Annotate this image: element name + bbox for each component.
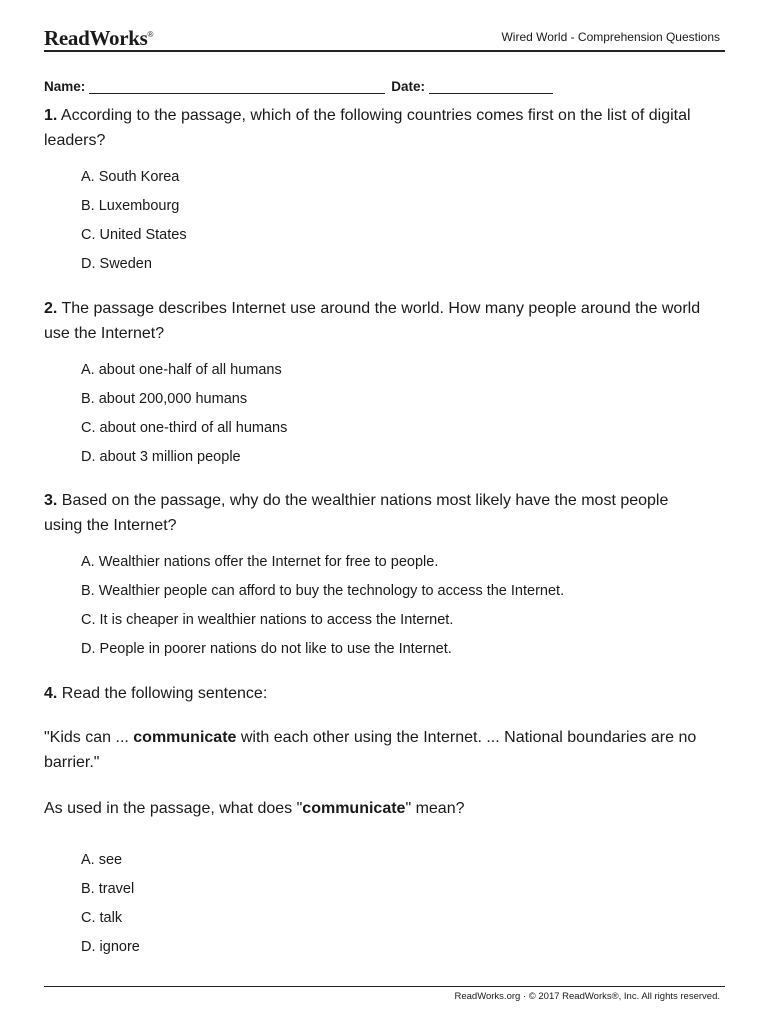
name-date-line xyxy=(44,79,553,94)
logo-text: ReadWorks xyxy=(44,26,148,50)
question-number: 2. xyxy=(44,300,58,317)
option[interactable]: D. ignore xyxy=(81,939,140,955)
question-3 xyxy=(44,488,704,538)
question-1-options xyxy=(81,167,187,283)
option[interactable]: D. about 3 million people xyxy=(81,449,241,465)
question-2-options xyxy=(81,360,287,476)
name-label: Name: xyxy=(44,79,86,94)
option[interactable]: D. People in poorer nations do not like to use the Internet. xyxy=(81,641,452,657)
date-blank[interactable] xyxy=(429,79,553,94)
question-text: The passage describes Internet use around the world. How many people around the world use the Internet? xyxy=(44,300,701,342)
question-number: 1. xyxy=(44,107,58,124)
ask-keyword: communicate xyxy=(302,800,406,817)
option[interactable]: A. South Korea xyxy=(81,169,180,185)
question-number: 3. xyxy=(44,492,58,509)
question-2 xyxy=(44,296,704,346)
date-label: Date: xyxy=(391,79,426,94)
option[interactable]: A. about one-half of all humans xyxy=(81,362,282,378)
question-3-options xyxy=(81,552,564,668)
logo-trademark: ® xyxy=(147,30,154,39)
ask-start: As used in the passage, what does " xyxy=(44,800,303,817)
option[interactable]: C. about one-third of all humans xyxy=(81,420,288,436)
option[interactable]: B. Wealthier people can afford to buy the technology to access the Internet. xyxy=(81,583,565,599)
option[interactable]: B. travel xyxy=(81,881,135,897)
option[interactable]: D. Sweden xyxy=(81,256,152,272)
question-1 xyxy=(44,103,704,153)
copyright-footer: ReadWorks.org · © 2017 ReadWorks®, Inc. All rights reserved. xyxy=(454,991,720,1002)
question-text: Read the following sentence: xyxy=(61,685,268,702)
option[interactable]: B. Luxembourg xyxy=(81,198,180,214)
readworks-logo xyxy=(44,26,153,51)
option[interactable]: A. Wealthier nations offer the Internet for free to people. xyxy=(81,554,439,570)
option[interactable]: B. about 200,000 humans xyxy=(81,391,248,407)
footer-divider xyxy=(44,986,725,987)
question-text: Based on the passage, why do the wealthier nations most likely have the most people using the Internet? xyxy=(44,492,669,534)
option[interactable]: C. United States xyxy=(81,227,187,243)
quote-keyword: communicate xyxy=(133,729,237,746)
question-text: According to the passage, which of the following countries comes first on the list of digital leaders? xyxy=(44,107,691,149)
ask-end: " mean? xyxy=(405,800,465,817)
option[interactable]: C. talk xyxy=(81,910,123,926)
question-4-options xyxy=(81,850,140,966)
quote-end: with each other using the Internet. ... National boundaries are no barrier." xyxy=(44,729,697,771)
question-number: 4. xyxy=(44,685,58,702)
question-4 xyxy=(44,681,704,706)
option[interactable]: A. see xyxy=(81,852,123,868)
header-divider xyxy=(44,50,725,52)
name-blank[interactable] xyxy=(89,79,385,94)
quoted-sentence xyxy=(44,725,704,775)
worksheet-title: Wired World - Comprehension Questions xyxy=(501,30,720,44)
quote-start: "Kids can ... xyxy=(44,729,134,746)
option[interactable]: C. It is cheaper in wealthier nations to access the Internet. xyxy=(81,612,454,628)
vocabulary-question xyxy=(44,796,704,821)
